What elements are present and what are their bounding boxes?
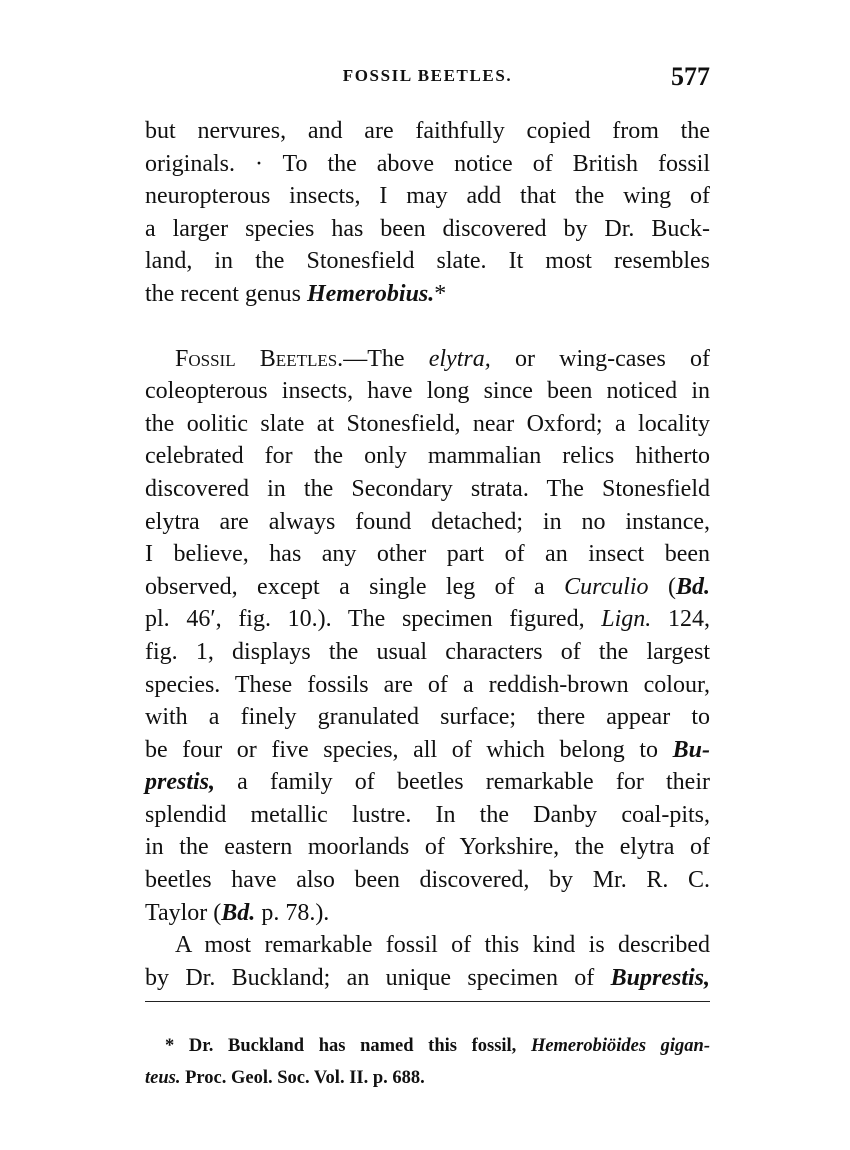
genus-name: Hemerobius.	[306, 280, 435, 307]
species-name: Hemerobiöides gigan-	[530, 1036, 710, 1056]
text-line: a larger species has been discovered by Dr. Buck-	[145, 215, 710, 242]
text-run: (	[648, 573, 676, 600]
footnote-line	[145, 1030, 710, 1062]
text-run: observed, except a single leg of a	[145, 573, 565, 600]
paragraph-gap	[145, 311, 710, 343]
text-line	[145, 571, 710, 604]
page-number: 577	[671, 62, 710, 91]
term-elytra: elytra,	[428, 345, 491, 372]
text-line	[145, 278, 710, 311]
footnote-line	[145, 1062, 710, 1094]
genus-name: Buprestis,	[610, 964, 710, 991]
genus-name: Curculio	[564, 573, 649, 600]
text-line	[145, 766, 710, 799]
text-line	[145, 962, 710, 995]
text-line: fig. 1, displays the usual characters of the largest	[145, 638, 710, 665]
section-heading-line	[145, 343, 710, 376]
text-line	[145, 734, 710, 767]
main-text	[145, 115, 710, 994]
text-line: neuropterous insects, I may add that the wing of	[145, 183, 710, 210]
section-heading: Fossil Beetles.	[175, 345, 344, 372]
text-run: pl. 46′, fig. 10.). The specimen figured,	[145, 606, 602, 633]
text-run: 124,	[651, 606, 710, 633]
text-line: elytra are always found detached; in no instance,	[145, 508, 710, 535]
text-run: or wing-cases of	[490, 345, 710, 372]
genus-name: Bu-	[672, 736, 710, 763]
text-line: originals. · To the above notice of British fossil	[145, 150, 710, 177]
reference-abbrev: Bd.	[675, 573, 710, 600]
footnote	[145, 1030, 710, 1094]
text-line: A most remarkable fossil of this kind is described	[175, 932, 710, 959]
text-run: p. 78.).	[255, 899, 330, 926]
text-run: Taylor (	[145, 899, 222, 926]
text-run: by Dr. Buckland; an unique specimen of	[145, 964, 611, 991]
text-line: with a finely granulated surface; there appear to	[145, 704, 710, 731]
text-run: be four or five species, all of which belong to	[145, 736, 673, 763]
text-line: but nervures, and are faithfully copied from the	[145, 118, 710, 144]
text-line: in the eastern moorlands of Yorkshire, the elytra of	[145, 834, 710, 861]
text-line: beetles have also been discovered, by Mr. R. C.	[145, 867, 710, 894]
genus-name: prestis,	[145, 769, 216, 796]
text-line: splendid metallic lustre. In the Danby coal-pits,	[145, 801, 710, 828]
text-run: Proc. Geol. Soc. Vol. II. p. 688.	[180, 1068, 425, 1088]
text-line: discovered in the Secondary strata. The Stonesfield	[145, 475, 710, 502]
text-line: celebrated for the only mammalian relics hitherto	[145, 443, 710, 470]
text-line	[145, 603, 710, 636]
reference-abbrev: Bd.	[221, 899, 256, 926]
species-name: teus.	[145, 1068, 181, 1088]
text-run: * Dr. Buckland has named this fossil,	[165, 1036, 531, 1056]
text-line: coleopterous insects, have long since been noticed in	[145, 378, 710, 405]
footnote-divider	[145, 1001, 710, 1002]
text-run: —The	[343, 345, 429, 372]
text-line: land, in the Stonesfield slate. It most resembles	[145, 248, 710, 275]
text-line: species. These fossils are of a reddish-brown colour,	[145, 671, 710, 698]
running-head	[145, 62, 710, 98]
text-line: the oolitic slate at Stonesfield, near Oxford; a locality	[145, 410, 710, 437]
running-title: FOSSIL BEETLES.	[342, 66, 513, 85]
text-run: a family of beetles remarkable for their	[215, 769, 710, 796]
reference-abbrev: Lign.	[601, 606, 652, 633]
text-run: the recent genus	[145, 280, 307, 307]
footnote-marker: *	[434, 280, 447, 307]
text-line	[145, 897, 710, 930]
text-line: I believe, has any other part of an insect been	[145, 541, 710, 568]
